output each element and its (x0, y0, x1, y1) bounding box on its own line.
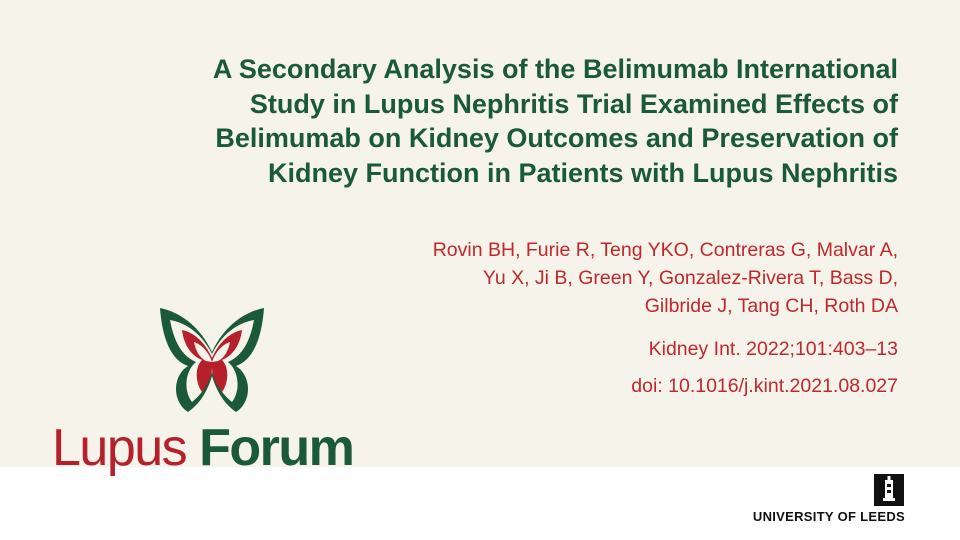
brand-word-forum: Forum (199, 419, 354, 477)
slide-title: A Secondary Analysis of the Belimumab International Study in Lupus Nephritis Trial Examined Effects of Belimumab on Kidney Outcomes and Preservation of Kidney Function in Patients with Lupus Nephritis (212, 54, 898, 188)
leeds-crest-icon (874, 474, 904, 506)
journal-citation: Kidney Int. 2022;101:403–13 (648, 338, 898, 360)
brand-word-lupus: Lupus (52, 419, 187, 477)
author-line: Yu X, Ji B, Green Y, Gonzalez-Rivera T, Bass D, (482, 267, 898, 289)
author-list (258, 236, 898, 320)
author-line: Rovin BH, Furie R, Teng YKO, Contreras G, Malvar A, (432, 239, 898, 261)
lupus-forum-wordmark (52, 418, 353, 478)
doi-reference: doi: 10.1016/j.kint.2021.08.027 (631, 375, 898, 397)
butterfly-logo-icon (158, 306, 266, 416)
author-line: Gilbride J, Tang CH, Roth DA (644, 295, 898, 317)
university-name: UNIVERSITY OF LEEDS (752, 509, 905, 524)
